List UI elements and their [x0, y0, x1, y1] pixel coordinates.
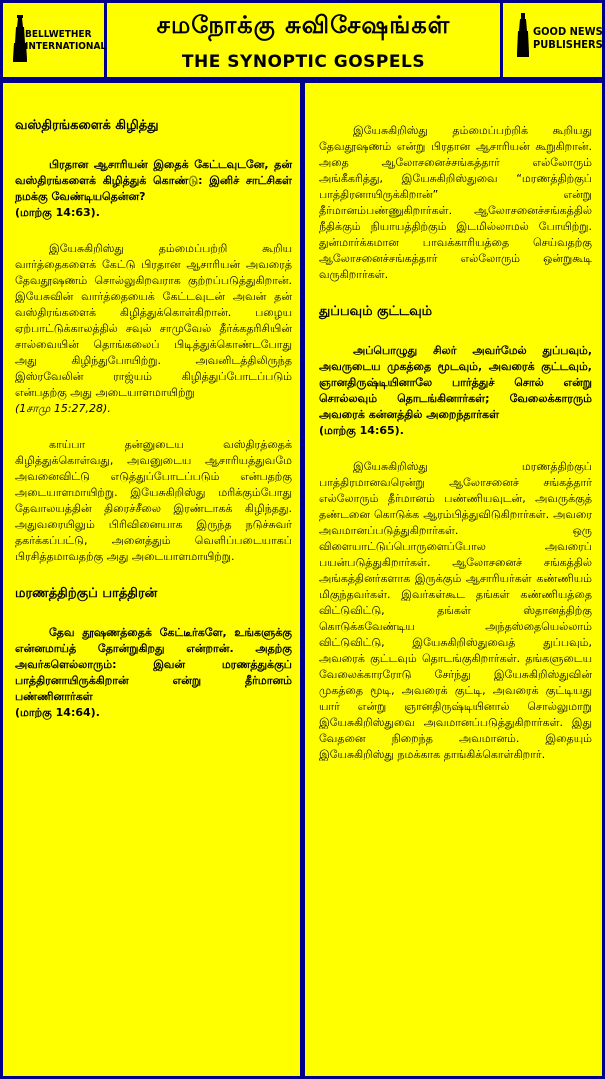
page-header	[0, 0, 605, 80]
verse-text: பிரதான ஆசாரியன் இதைக் கேட்டவுடனே, தன் வஸ்திரங்களைக் கிழித்துக் கொண்டு: இனிச் சாட்சிகள் நமக்கு வேண்டியதென்ன?	[15, 158, 292, 203]
bellwether-logo-text	[25, 29, 106, 53]
verse-reference: (மாற்கு 14:64).	[15, 706, 100, 719]
section-heading: வஸ்திரங்களைக் கிழித்து	[15, 118, 159, 133]
paragraph-text: இயேசுகிறிஸ்து தம்மைப்பற்றி கூறிய வார்த்தைகளைக் கேட்டு பிரதான ஆசாரியன் அவரைத் தேவதூஷணம் சொல்லுகிறவராக குற்றப்படுத்துகிறான். இயேசுவின் வார்த்தையைக் கேட்டவுடன் அவன் தன் வஸ்திரங்களைக் கிழித்துக்கொள்கிறான். பழைய ஏற்பாட்டுக்காலத்தில் சவுல் சாமுவேல் தீர்க்கதரிசியின் சால்வையின் தொங்கலைப் பிடித்துக்கொண்டபோது அது கிழிந்துபோயிற்று. அவனிடத்திலிருந்த இஸ்ரவேலின் ராஜ்யம் கிழித்துப்போடப்படும் என்பதற்கு அது அடையாளமாயிற்று	[15, 242, 292, 399]
verse-reference: (மாற்கு 14:65).	[319, 424, 404, 437]
logo-line-2: INTERNATIONAL	[25, 41, 107, 52]
paragraph-reference: (1சாமு 15:27,28).	[15, 402, 111, 415]
logo-line-1: GOOD NEWS	[533, 25, 603, 38]
verse-text: தேவ தூஷணத்தைக் கேட்டீர்களே, உங்களுக்கு என்னமாய்த் தோன்றுகிறது என்றான். அதற்கு அவர்களெல்லாரும்: இவன் மரணத்துக்குப் பாத்திரனாயிருக்கிறான் என்று தீர்மானம் பண்ணினார்கள்	[15, 626, 292, 703]
page-title-english: THE SYNOPTIC GOSPELS	[181, 52, 426, 72]
page-title-tamil: சமநோக்கு சுவிசேஷங்கள்	[156, 11, 451, 39]
right-column	[302, 80, 605, 1079]
scripture-verse	[15, 625, 292, 721]
commentary-paragraph: இயேசுகிறிஸ்து தம்மைப்பற்றிக் கூறியது தேவதூஷணம் என்று பிரதான ஆசாரியன் கூறுகிறான். அதை ஆலோசனைச்சங்கத்தார் எல்லோரும் அங்கீகரித்து, இயேசுகிறிஸ்துவை “மரணத்திற்குப் பாத்திரனாயிருக்கிறான்” என்று தீர்மானம்பண்ணுகிறார்கள். ஆலோசனைச்சங்கத்தில் நீதிக்கும் நியாயத்திற்கும் இடமில்லாமல் போயிற்று. துன்மார்க்கமான பாவக்காரியத்தை செய்வதற்கு ஆலோசனைச்சங்கத்தார் எல்லோரும் ஒன்றுகூடி வருகிறார்கள்.	[319, 124, 592, 281]
bellwether-logo-cell	[3, 3, 107, 77]
bellwether-logo[interactable]	[3, 11, 107, 71]
section-heading: மரணத்திற்குப் பாத்திரன்	[15, 586, 158, 601]
commentary-paragraph	[15, 241, 292, 417]
section-heading: துப்பவும் குட்டவும்	[319, 304, 433, 319]
scripture-verse	[319, 343, 592, 439]
good-news-logo-cell	[503, 3, 602, 77]
good-news-logo[interactable]	[503, 11, 602, 71]
verse-text: அப்பொழுது சிலர் அவர்மேல் துப்பவும், அவருடைய முகத்தை மூடவும், அவரைக் குட்டவும், ஞானதிருஷ்டியினாலே பார்த்துச் சொல் என்று சொல்லவும் தொடங்கினார்கள்; வேலைக்காரரும் அவரைக் கன்னத்தில் அறைந்தார்கள்	[319, 344, 592, 421]
commentary-paragraph: காய்பா தன்னுடைய வஸ்திரத்தைக் கிழித்துக்கொள்வது, அவனுடைய ஆசாரியத்துவமே அவனைவிட்டு எடுத்துப்போடப்படும் என்பதற்கு அடையாளமாயிற்று. இயேசுகிறிஸ்து மரிக்கும்போது தேவாலயத்தின் திரைச்சீலை இரண்டாகக் கிழிந்தது. அதுவரையிலும் பிரிவினையாக இருந்த நடுச்சுவர் தகர்க்கப்பட்டு, அனைத்தும் வெளிப்படையாகப் பிரசித்தமாவதற்கு அது அடையாளமாயிற்று.	[15, 438, 292, 563]
title-cell	[107, 3, 503, 77]
logo-line-2: PUBLISHERS	[533, 38, 603, 51]
scripture-verse	[15, 157, 292, 221]
commentary-paragraph: இயேசுகிறிஸ்து மரணத்திற்குப் பாத்திரமானவரென்று ஆலோசனைச் சங்கத்தார் எல்லோரும் தீர்மானம் பண்ணியவுடன், அவருக்குத் தண்டனை கொடுக்க ஆரம்பித்துவிடுகிறார்கள். அவரை அவமானப்படுத்துகிறார்கள். ஒரு விளையாட்டுப்பொருளைப்போல அவரைப் பயன்படுத்துகிறார்கள். ஆலோசனைச் சங்கத்தில் அங்கத்தினர்களாக இருக்கும் ஆசாரியர்கள் கண்ணியம் மிகுந்தவர்கள். இவர்கள்கூட தங்கள் கண்ணியத்தை விட்டுவிட்டு, தங்கள் ஸ்தானத்திற்கு கொடுக்கவேண்டிய அந்தஸ்தையெல்லாம் விட்டுவிட்டு, இயேசுகிறிஸ்துவைத் துப்பவும், அவரைக் குட்டவும் தொடங்குகிறார்கள். தங்களுடைய வேலைக்காரரோடு சேர்ந்து இயேசுகிறிஸ்துவின் முகத்தை மூடி, அவரைக் குட்டி, அவரைக் குட்டியது யார் என்று ஞானதிருஷ்டியினால் சொல்லுமாறு இயேசுகிறிஸ்துவை அவமானப்படுத்துகிறார்கள். இது வேதனை நிறைந்த அவமானம். இதையும் இயேசுகிறிஸ்து நமக்காக தாங்கிக்கொள்கிறார்.	[319, 460, 592, 761]
logo-line-1: BELLWETHER	[25, 29, 92, 40]
verse-reference: (மாற்கு 14:63).	[15, 206, 100, 219]
good-news-logo-icon	[517, 13, 529, 59]
left-column	[0, 80, 303, 1079]
good-news-logo-text	[533, 25, 603, 51]
